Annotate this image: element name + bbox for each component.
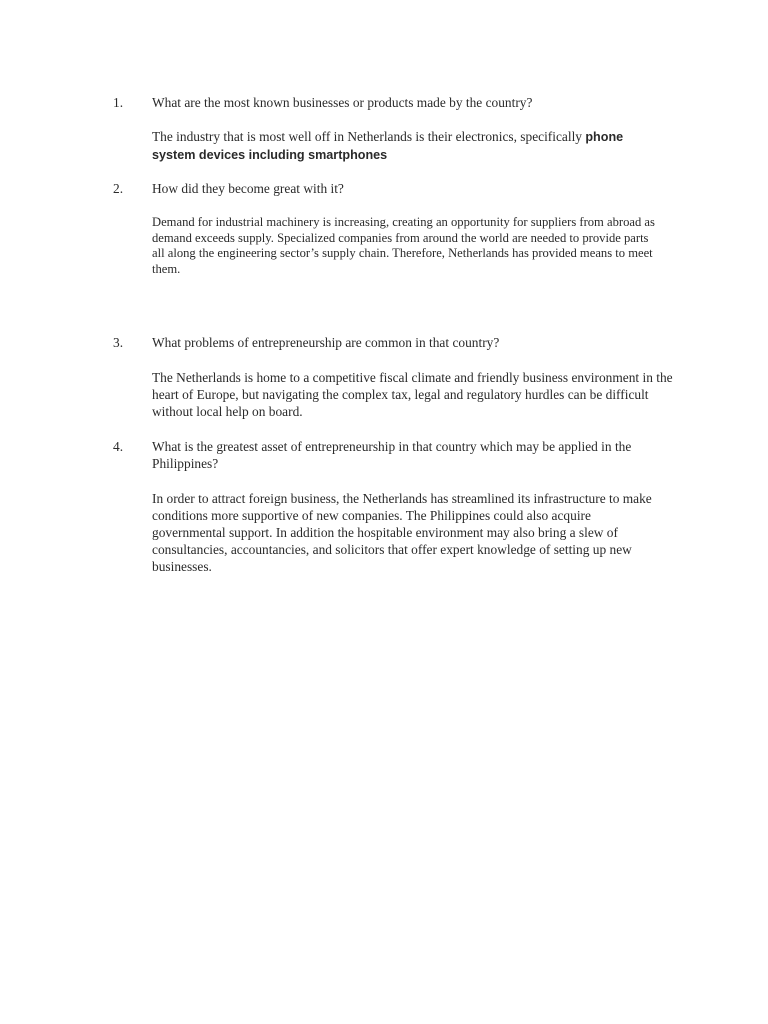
answer-highlight: system devices including smartphones xyxy=(152,148,388,162)
question-number: 1. xyxy=(113,95,124,110)
answer-highlight: phone xyxy=(585,130,624,144)
answer-4: In order to attract foreign business, the Netherlands has streamlined its infrastructure to make conditions more supportive of new companies. The Philippines could also acquire governmental support. In addition the hospitable environment may also bring a slew of consultancies, accountancies, and solicitors that offer expert knowledge of setting up new businesses. xyxy=(152,491,652,574)
question-text: What problems of entrepreneurship are common in that country? xyxy=(152,335,500,350)
answer-2: Demand for industrial machinery is increasing, creating an opportunity for suppliers from abroad as demand exceeds supply. Specialized companies from around the world are needed to provide parts all along the engineering sector’s supply chain. Therefore, Netherlands has provided means to meet them. xyxy=(152,215,655,276)
answer-3: The Netherlands is home to a competitive fiscal climate and friendly business environment in the heart of Europe, but navigating the complex tax, legal and regulatory hurdles can be difficult without local help on board. xyxy=(152,370,673,419)
question-number: 3. xyxy=(113,335,124,350)
answer-1 xyxy=(152,128,672,164)
answer-text: The industry that is most well off in Netherlands is their electronics, specifically xyxy=(152,129,586,144)
question-text: What is the greatest asset of entrepreneurship in that country which may be applied in the Philippines? xyxy=(152,439,632,471)
question-number: 4. xyxy=(113,439,124,454)
question-text: How did they become great with it? xyxy=(152,181,344,196)
question-number: 2. xyxy=(113,181,124,196)
question-text: What are the most known businesses or products made by the country? xyxy=(152,95,533,110)
